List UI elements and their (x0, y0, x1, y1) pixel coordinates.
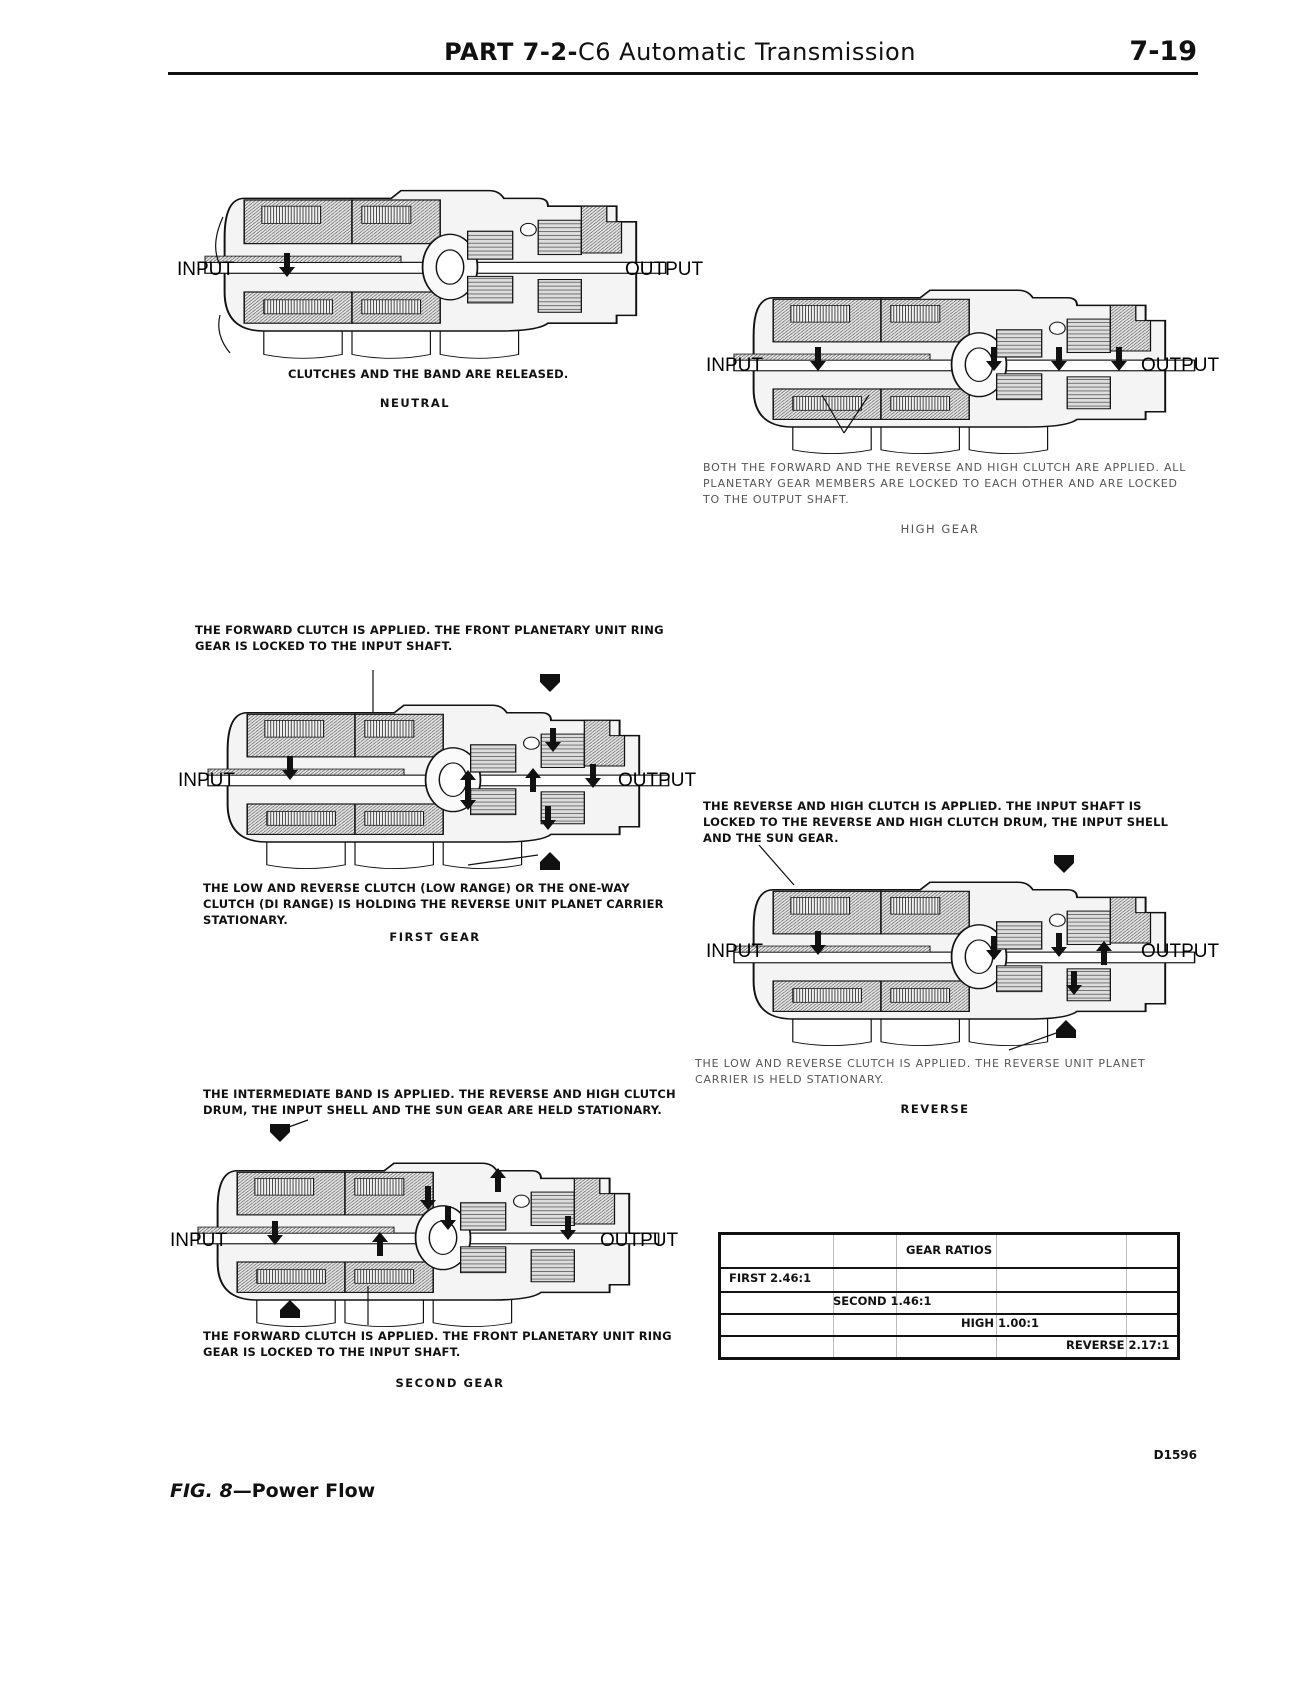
neutral-input-label: INPUT (177, 259, 234, 280)
first-gear-caption-bottom: THE LOW AND REVERSE CLUTCH (LOW RANGE) OR THE ONE-WAY CLUTCH (DI RANGE) IS HOLDING THE REVERSE UNIT PLANET CARRIER STATIONARY. (203, 881, 664, 927)
reverse-diagram (704, 845, 1224, 1045)
gear-ratio-first: FIRST 2.46:1 (729, 1271, 812, 1285)
gear-ratios-title: GEAR RATIOS (906, 1243, 993, 1257)
high-gear-diagram (704, 283, 1224, 453)
neutral-diagram (175, 185, 704, 365)
second-gear-caption-top: THE INTERMEDIATE BAND IS APPLIED. THE REVERSE AND HIGH CLUTCH DRUM, THE INPUT SHELL AND THE SUN GEAR ARE HELD STATIONARY. (203, 1087, 676, 1117)
reverse-output-label: OUTPUT (1141, 941, 1220, 962)
first-gear-title: FIRST GEAR (389, 930, 481, 944)
reverse-input-label: INPUT (706, 941, 763, 962)
second-gear-diagram (168, 1120, 688, 1330)
high-gear-output-label: OUTPUT (1141, 355, 1220, 376)
drawing-id: D1596 (1153, 1448, 1197, 1462)
second-gear-cutaway (168, 1120, 688, 1330)
second-gear-output-label: OUTPUT (600, 1230, 679, 1251)
first-gear-output-label: OUTPUT (618, 770, 697, 791)
first-gear-cutaway (178, 670, 698, 870)
figure-label: FIG. 8 (170, 1480, 233, 1502)
second-gear-caption-bottom: THE FORWARD CLUTCH IS APPLIED. THE FRONT PLANETARY UNIT RING GEAR IS LOCKED TO THE INPUT SHAFT. (203, 1329, 672, 1359)
gear-ratios-header-row (721, 1235, 1177, 1269)
high-gear-caption: BOTH THE FORWARD AND THE REVERSE AND HIGH CLUTCH ARE APPLIED. ALL PLANETARY GEAR MEMBERS ARE LOCKED TO EACH OTHER AND ARE LOCKED TO THE OUTPUT SHAFT. (703, 461, 1187, 506)
figure-title: —Power Flow (232, 1480, 376, 1502)
high-gear-title: HIGH GEAR (900, 522, 980, 536)
reverse-cutaway (704, 845, 1224, 1045)
first-gear-diagram (178, 670, 698, 870)
gear-ratio-second: SECOND 1.46:1 (833, 1294, 932, 1308)
gear-ratio-reverse-row (721, 1335, 1177, 1357)
header-title-text: C6 Automatic Transmission (578, 38, 916, 66)
neutral-title: NEUTRAL (379, 396, 451, 410)
gear-ratio-first-row (721, 1267, 1177, 1293)
gear-ratios-table (718, 1232, 1180, 1360)
page-number: 7-19 (1129, 36, 1197, 67)
neutral-caption: CLUTCHES AND THE BAND ARE RELEASED. (288, 367, 569, 381)
first-gear-input-label: INPUT (178, 770, 235, 791)
high-gear-cutaway (704, 283, 1224, 453)
figure-caption (170, 1480, 375, 1502)
neutral-cutaway (175, 185, 704, 365)
reverse-title: REVERSE (900, 1102, 970, 1116)
header-rule (168, 72, 1198, 75)
gear-ratio-high-row (721, 1313, 1177, 1337)
reverse-caption-top: THE REVERSE AND HIGH CLUTCH IS APPLIED. THE INPUT SHAFT IS LOCKED TO THE REVERSE AND HIGH CLUTCH DRUM, THE INPUT SHELL AND THE SUN GEAR. (703, 799, 1169, 845)
reverse-caption-bottom: THE LOW AND REVERSE CLUTCH IS APPLIED. THE REVERSE UNIT PLANET CARRIER IS HELD STATIONARY. (695, 1057, 1146, 1086)
gear-ratio-second-row (721, 1291, 1177, 1315)
gear-ratio-reverse: REVERSE 2.17:1 (1066, 1338, 1170, 1352)
second-gear-title: SECOND GEAR (395, 1376, 505, 1390)
neutral-output-label: OUTPUT (625, 259, 704, 280)
page-header-title (300, 38, 1060, 66)
first-gear-caption-top: THE FORWARD CLUTCH IS APPLIED. THE FRONT PLANETARY UNIT RING GEAR IS LOCKED TO THE INPUT SHAFT. (195, 623, 664, 653)
header-part: PART 7-2- (444, 38, 578, 66)
gear-ratio-high: HIGH 1.00:1 (961, 1316, 1039, 1330)
high-gear-input-label: INPUT (706, 355, 763, 376)
second-gear-input-label: INPUT (170, 1230, 227, 1251)
